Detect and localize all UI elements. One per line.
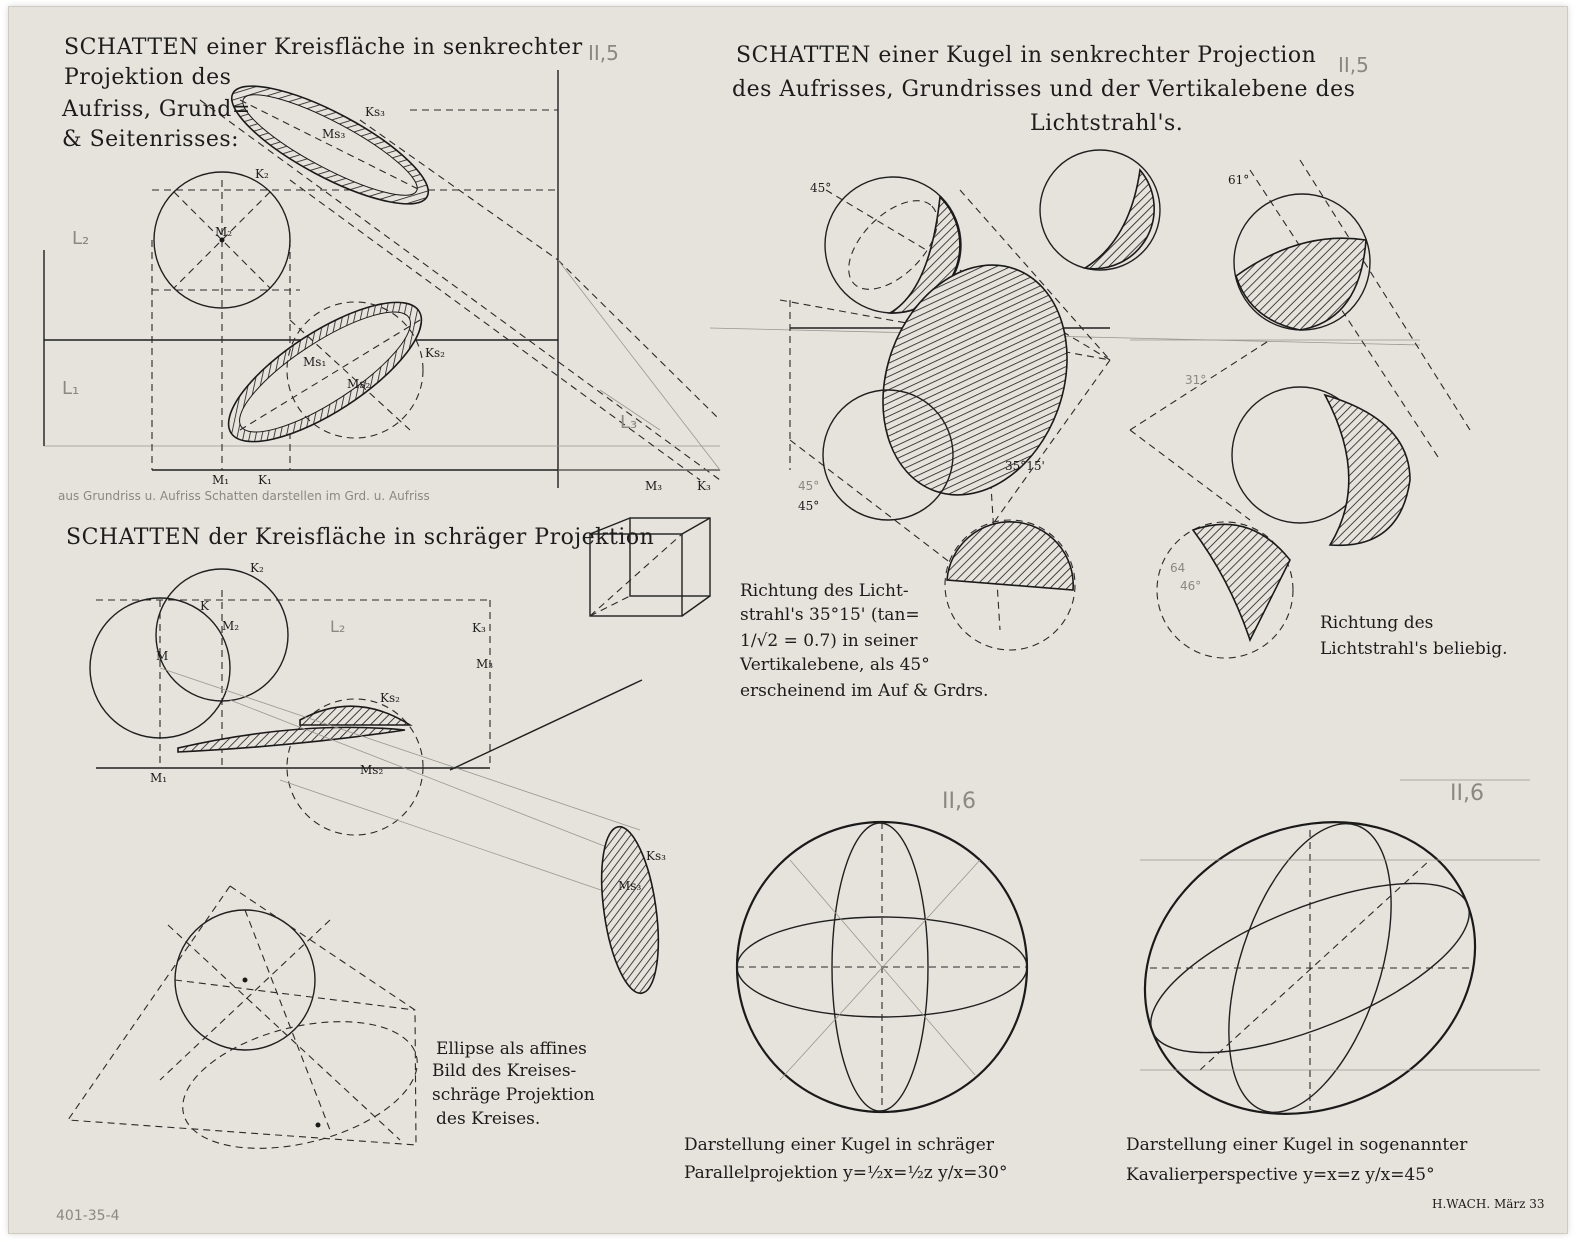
svg-text:Vertikalebene, als 45°: Vertikalebene, als 45° <box>740 655 930 675</box>
inventory-number: 401-35-4 <box>56 1208 120 1224</box>
svg-text:45°: 45° <box>798 499 820 513</box>
svg-text:Ms₂: Ms₂ <box>360 763 384 777</box>
svg-text:Lichtstrahl's beliebig.: Lichtstrahl's beliebig. <box>1320 639 1508 659</box>
svg-text:Ks₃: Ks₃ <box>646 849 666 863</box>
svg-text:Ms₂: Ms₂ <box>347 377 371 391</box>
svg-text:K: K <box>200 599 209 613</box>
panel-sphere-shadow-orthogonal <box>710 150 1420 650</box>
sheet-number-bm: II,6 <box>942 789 976 814</box>
svg-text:K₂: K₂ <box>255 167 269 181</box>
svg-text:Darstellung einer Kugel in sog: Darstellung einer Kugel in sogenannter <box>1126 1135 1468 1155</box>
svg-text:Projektion des: Projektion des <box>64 65 232 90</box>
sheet-number-br: II,6 <box>1450 781 1484 806</box>
svg-text:K₃: K₃ <box>697 479 711 493</box>
svg-text:45°: 45° <box>810 181 832 195</box>
sheet-number-tr: II,5 <box>1338 53 1369 77</box>
svg-text:1/√2 = 0.7) in seiner: 1/√2 = 0.7) in seiner <box>740 631 918 651</box>
svg-text:Parallelprojektion y=½x=½z: Parallelprojektion y=½x=½z y/x=30° <box>684 1163 1008 1183</box>
svg-text:M₁: M₁ <box>150 771 168 785</box>
sphere-shadow-main <box>852 239 1098 521</box>
svg-text:35°15': 35°15' <box>1005 459 1045 473</box>
svg-text:erscheinend im Auf & Grdrs.: erscheinend im Auf & Grdrs. <box>740 681 989 701</box>
svg-text:des Kreises.: des Kreises. <box>436 1109 541 1129</box>
svg-text:Bild des Kreises-: Bild des Kreises- <box>432 1061 577 1081</box>
svg-text:M: M <box>156 649 169 663</box>
svg-text:Ms₁: Ms₁ <box>303 355 327 369</box>
svg-text:M₂: M₂ <box>215 225 233 239</box>
signature: H.WACH. März 33 <box>1432 1197 1545 1211</box>
sphere-shadow-half <box>947 522 1073 590</box>
svg-text:L₁: L₁ <box>62 378 80 399</box>
svg-text:M₃: M₃ <box>476 657 494 671</box>
svg-text:SCHATTEN der Kreisfläche in sc: SCHATTEN der Kreisfläche in schräger Projektion <box>66 525 655 550</box>
svg-text:M₂: M₂ <box>222 619 240 633</box>
svg-text:61°: 61° <box>1228 173 1250 187</box>
svg-text:M₁: M₁ <box>212 473 230 487</box>
svg-text:Ellipse als affines: Ellipse als affines <box>436 1039 587 1059</box>
svg-text:Lichtstrahl's.: Lichtstrahl's. <box>1030 111 1184 136</box>
title-top-right <box>732 43 1369 136</box>
svg-text:K₂: K₂ <box>250 561 264 575</box>
svg-text:64: 64 <box>1170 561 1186 575</box>
svg-text:Ks₂: Ks₂ <box>425 346 445 360</box>
svg-text:Ks₃: Ks₃ <box>365 105 385 119</box>
svg-text:Ks₂: Ks₂ <box>380 691 400 705</box>
notes-right <box>739 581 1508 701</box>
panel-affine-ellipse <box>68 886 595 1170</box>
panel-sphere-oblique <box>684 789 1027 1183</box>
svg-text:L₂: L₂ <box>330 617 346 636</box>
svg-text:& Seitenrisses:: & Seitenrisses: <box>62 127 240 152</box>
svg-text:46°: 46° <box>1180 579 1202 593</box>
svg-text:Kavalierperspective y=x=z y/x: Kavalierperspective y=x=z y/x=45° <box>1126 1165 1435 1185</box>
svg-text:31°: 31° <box>1185 373 1207 387</box>
svg-text:Aufriss, Grund=: Aufriss, Grund= <box>62 97 251 122</box>
svg-text:L₂: L₂ <box>72 228 90 249</box>
svg-text:Ms₃: Ms₃ <box>322 127 346 141</box>
svg-text:Darstellung einer Kugel in sch: Darstellung einer Kugel in schräger <box>684 1135 994 1155</box>
sheet-number-tl: II,5 <box>588 41 619 65</box>
svg-text:Richtung des: Richtung des <box>1320 613 1434 633</box>
panel-sphere-shadow-arbitrary <box>1130 160 1470 658</box>
svg-text:K₃: K₃ <box>472 621 486 635</box>
svg-text:45°: 45° <box>798 479 820 493</box>
svg-text:strahl's 35°15' (tan=: strahl's 35°15' (tan= <box>740 605 920 625</box>
panel-circle-shadow-oblique <box>66 518 710 997</box>
svg-text:K₁: K₁ <box>258 473 272 487</box>
svg-text:SCHATTEN einer Kreisfläche in: SCHATTEN einer Kreisfläche in senkrechter <box>64 35 583 60</box>
svg-text:Richtung des Licht-: Richtung des Licht- <box>740 581 909 601</box>
svg-text:des Aufrisses, Grundrisses und: des Aufrisses, Grundrisses und der Vertikalebene des <box>732 77 1356 102</box>
panel-sphere-cavalier <box>1097 769 1540 1185</box>
svg-text:Ms₃: Ms₃ <box>618 879 642 893</box>
shadow-ks2-oblique <box>300 706 410 725</box>
svg-text:M₃: M₃ <box>645 479 663 493</box>
pencil-note: aus Grundriss u. Aufriss Schatten darstellen im Grd. u. Aufriss <box>58 489 430 503</box>
svg-text:L₃: L₃ <box>620 412 638 433</box>
svg-text:schräge Projektion: schräge Projektion <box>432 1085 595 1105</box>
svg-text:SCHATTEN einer Kugel in senkre: SCHATTEN einer Kugel in senkrechter Projection <box>736 43 1317 68</box>
